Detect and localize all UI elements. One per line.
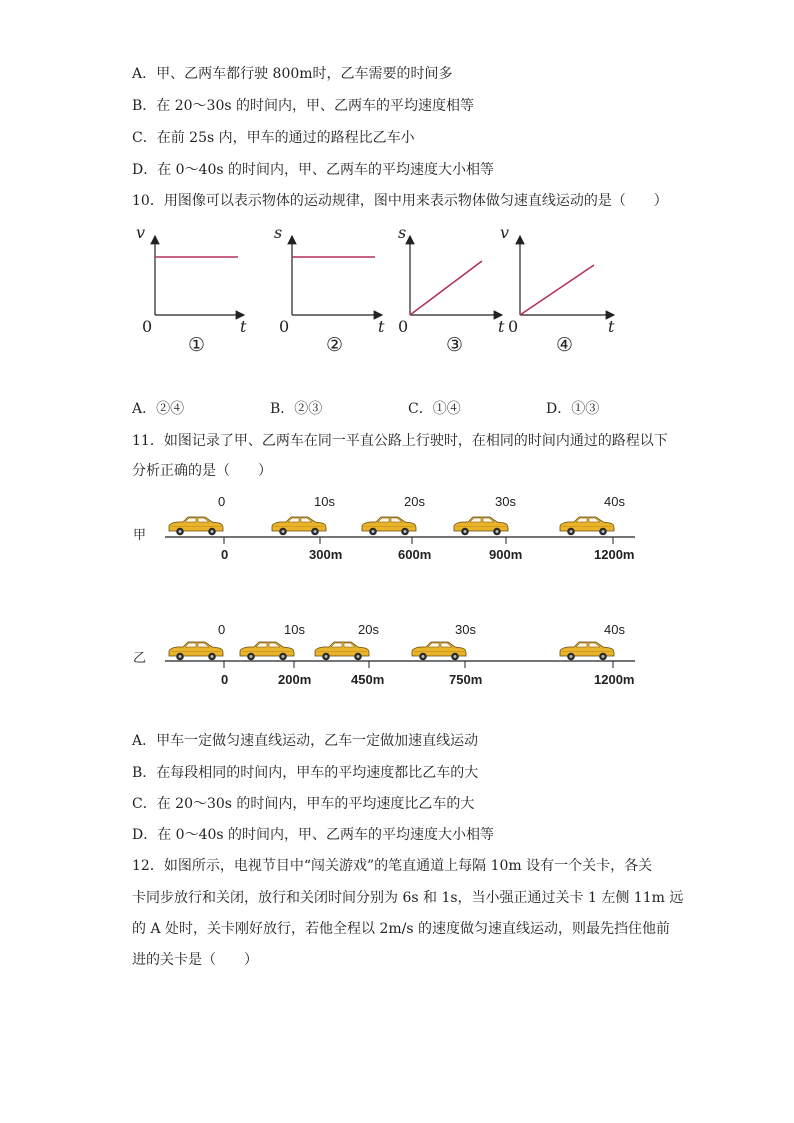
q11-option-b: B．在每段相同的时间内，甲车的平均速度都比乙车的大	[132, 765, 479, 781]
q10-graph-1	[136, 223, 247, 356]
car-b-icon	[560, 642, 614, 660]
graph-3-origin: 0	[398, 317, 409, 336]
car-b-track	[133, 622, 635, 687]
car-b-time: 10s	[284, 622, 305, 637]
q10-option-c: C．①④	[408, 401, 461, 417]
car-a-icon	[454, 517, 508, 535]
q10-option-a: A．②④	[132, 401, 185, 417]
graph-3-line	[410, 261, 482, 315]
graph-2-origin: 0	[279, 317, 290, 336]
car-b-icon	[169, 642, 223, 660]
car-b-distance: 750m	[449, 672, 483, 687]
q10-graph-4	[500, 223, 615, 356]
q9-option-a: A．甲、乙两车都行驶 800m时，乙车需要的时间多	[132, 66, 453, 82]
graph-1-origin: 0	[142, 317, 153, 336]
graph-2-x-label: t	[378, 317, 385, 336]
car-b-distance: 200m	[278, 672, 312, 687]
graph-3-x-label: t	[498, 317, 505, 336]
graph-4-x-label: t	[608, 317, 615, 336]
q10-graph-3	[398, 223, 505, 356]
graph-1-number: ①	[188, 334, 206, 356]
q10-graph-2	[274, 223, 385, 356]
car-b-icon	[240, 642, 294, 660]
car-b-time: 0	[218, 622, 226, 637]
car-a-time: 40s	[604, 494, 625, 509]
q12-line-1: 12．如图所示，电视节目中“闯关游戏”的笔直通道上每隔 10m 设有一个关卡，各关	[132, 858, 653, 874]
q9-option-b: B．在 20～30s 的时间内，甲、乙两车的平均速度相等	[132, 98, 475, 114]
graph-2-number: ②	[326, 334, 344, 356]
graph-4-origin: 0	[508, 317, 519, 336]
car-a-time: 10s	[314, 494, 335, 509]
car-a-name: 甲	[133, 528, 147, 543]
graph-4-line	[520, 265, 594, 315]
car-b-time: 20s	[358, 622, 379, 637]
car-b-distance: 0	[221, 672, 229, 687]
car-a-icon	[560, 517, 614, 535]
car-b-distance: 450m	[351, 672, 385, 687]
car-b-time: 30s	[455, 622, 476, 637]
car-a-icon	[169, 517, 223, 535]
q12-line-4: 进的关卡是（ ）	[132, 952, 258, 968]
graph-1-y-label: v	[136, 223, 146, 242]
car-b-time: 40s	[604, 622, 625, 637]
graph-4-number: ④	[556, 334, 574, 356]
car-a-time: 20s	[404, 494, 425, 509]
q9-option-c: C．在前 25s 内，甲车的通过的路程比乙车小	[132, 130, 415, 146]
car-a-icon	[362, 517, 416, 535]
car-a-icon	[272, 517, 326, 535]
car-b-icon	[315, 642, 369, 660]
graph-3-y-label: s	[398, 223, 407, 242]
car-b-icon	[412, 642, 466, 660]
q11-option-a: A．甲车一定做匀速直线运动，乙车一定做加速直线运动	[132, 733, 479, 749]
q11-stem-line-2: 分析正确的是（ ）	[132, 463, 272, 479]
q10-option-b: B．②③	[270, 401, 323, 417]
graph-3-number: ③	[446, 334, 464, 356]
car-a-time: 0	[218, 494, 226, 509]
q11-option-c: C．在 20～30s 的时间内，甲车的平均速度比乙车的大	[132, 796, 475, 812]
q10-option-d: D．①③	[546, 401, 600, 417]
graph-4-y-label: v	[500, 223, 510, 242]
q11-option-d: D．在 0～40s 的时间内，甲、乙两车的平均速度大小相等	[132, 827, 495, 843]
q12-line-3: 的 A 处时，关卡刚好放行，若他全程以 2m/s 的速度做匀速直线运动，则最先挡住他前	[132, 921, 670, 937]
car-a-distance: 0	[221, 547, 229, 562]
graph-2-y-label: s	[274, 223, 283, 242]
q10-stem: 10．用图像可以表示物体的运动规律，图中用来表示物体做匀速直线运动的是（ ）	[132, 193, 668, 209]
car-a-distance: 1200m	[594, 547, 635, 562]
q9-option-d: D．在 0～40s 的时间内，甲、乙两车的平均速度大小相等	[132, 162, 495, 178]
car-a-track	[133, 494, 635, 562]
car-b-name: 乙	[133, 651, 147, 666]
q12-line-2: 卡同步放行和关闭，放行和关闭时间分别为 6s 和 1s，当小强正通过关卡 1 左侧 11m 远	[132, 890, 684, 906]
graph-1-x-label: t	[240, 317, 247, 336]
car-a-distance: 300m	[309, 547, 343, 562]
car-a-distance: 600m	[398, 547, 432, 562]
q11-stem-line-1: 11．如图记录了甲、乙两车在同一平直公路上行驶时，在相同的时间内通过的路程以下	[132, 433, 668, 449]
car-a-time: 30s	[495, 494, 516, 509]
car-a-distance: 900m	[489, 547, 523, 562]
car-b-distance: 1200m	[594, 672, 635, 687]
